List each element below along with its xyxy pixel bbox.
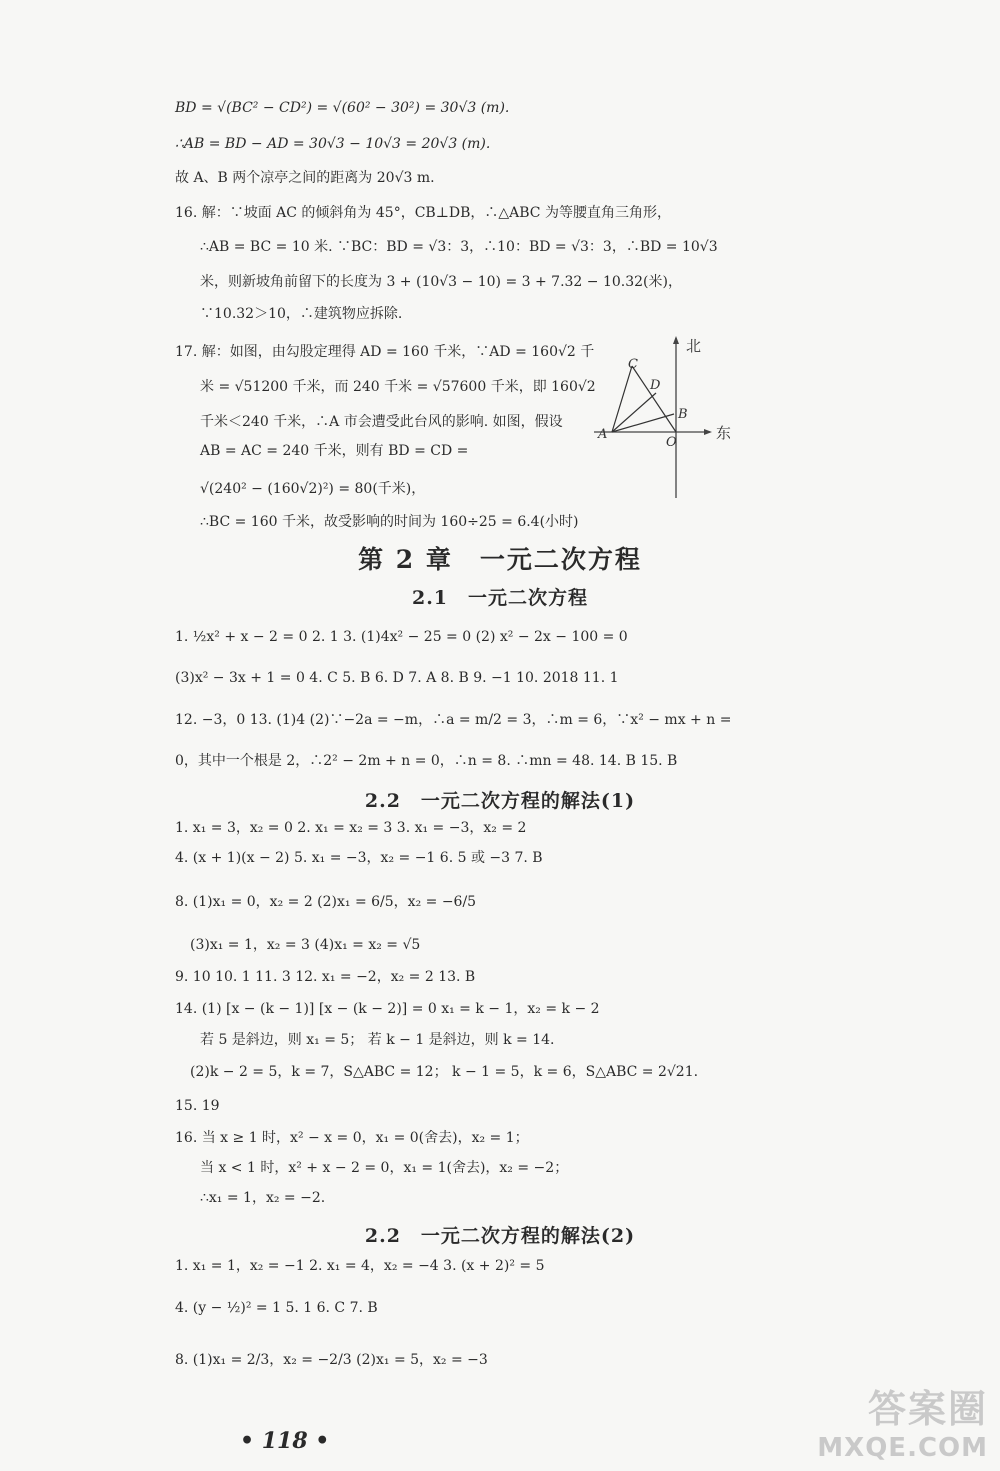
text-line: ∴BC = 160 千米，故受影响的时间为 160÷25 = 6.4(小时) (200, 514, 579, 530)
point-label-c: C (628, 357, 638, 372)
text-line: (3)x₁ = 1，x₂ = 3 (4)x₁ = x₂ = √5 (190, 937, 421, 953)
point-label-a: A (598, 427, 608, 442)
text-line: 米 = √51200 千米，而 240 千米 = √57600 千米，即 160√2 (200, 379, 596, 395)
text-line: 0，其中一个根是 2，∴2² − 2m + n = 0，∴n = 8. ∴mn = 48. 14. B 15. B (175, 753, 678, 769)
text-line: 16. 当 x ≥ 1 时，x² − x = 0，x₁ = 0(舍去)，x₂ = 1； (175, 1130, 529, 1146)
point-label-b: B (678, 407, 688, 422)
watermark-logo (817, 1378, 988, 1463)
text-line: 17. 解：如图，由勾股定理得 AD = 160 千米，∵AD = 160√2 千 (175, 344, 595, 360)
text-line: 15. 19 (175, 1098, 220, 1114)
typhoon-diagram (592, 334, 742, 500)
text-line: 4. (x + 1)(x − 2) 5. x₁ = −3，x₂ = −1 6. 5 或 −3 7. B (175, 850, 543, 866)
page-number: • 118 • (240, 1428, 330, 1454)
text-line: 9. 10 10. 1 11. 3 12. x₁ = −2，x₂ = 2 13. B (175, 969, 476, 985)
section-heading: 2.2 一元二次方程的解法(1) (364, 790, 636, 812)
east-label: 东 (716, 424, 732, 442)
text-line: 4. (y − ½)² = 1 5. 1 6. C 7. B (175, 1300, 378, 1316)
chapter-heading: 第 2 章 一元二次方程 (358, 545, 642, 574)
text-line: 千米＜240 千米，∴A 市会遭受此台风的影响. 如图，假设 (200, 414, 563, 430)
text-line: 1. x₁ = 3，x₂ = 0 2. x₁ = x₂ = 3 3. x₁ = −3，x₂ = 2 (175, 820, 527, 836)
point-label-d: D (650, 378, 661, 393)
text-line: BD = √(BC² − CD²) = √(60² − 30²) = 30√3 (m). (175, 100, 510, 116)
text-line: 故 A、B 两个凉亭之间的距离为 20√3 m. (175, 170, 435, 186)
text-line: 14. (1) [x − (k − 1)] [x − (k − 2)] = 0 x₁ = k − 1，x₂ = k − 2 (175, 1001, 600, 1017)
text-line: 米，则新坡角前留下的长度为 3 + (10√3 − 10) = 3 + 7.32 − 10.32(米)， (200, 274, 682, 290)
text-line: 若 5 是斜边，则 x₁ = 5； 若 k − 1 是斜边，则 k = 14. (200, 1032, 555, 1048)
text-line: ∴AB = BD − AD = 30√3 − 10√3 = 20√3 (m). (175, 136, 491, 152)
text-line: ∴x₁ = 1，x₂ = −2. (200, 1190, 326, 1206)
text-line: 8. (1)x₁ = 0，x₂ = 2 (2)x₁ = 6/5，x₂ = −6/5 (175, 894, 477, 910)
north-label: 北 (686, 337, 702, 355)
text-line: 8. (1)x₁ = 2/3，x₂ = −2/3 (2)x₁ = 5，x₂ = −3 (175, 1352, 488, 1368)
text-line: √(240² − (160√2)²) = 80(千米)， (200, 481, 426, 497)
text-line: (3)x² − 3x + 1 = 0 4. C 5. B 6. D 7. A 8. B 9. −1 10. 2018 11. 1 (175, 670, 619, 686)
text-line: AB = AC = 240 千米，则有 BD = CD = (200, 443, 469, 459)
text-line: (2)k − 2 = 5，k = 7，S△ABC = 12； k − 1 = 5，k = 6，S△ABC = 2√21. (190, 1064, 699, 1080)
section-heading: 2.1 一元二次方程 (411, 587, 589, 609)
text-line: 12. −3，0 13. (1)4 (2)∵−2a = −m，∴a = m/2 = 3，∴m = 6，∵x² − mx + n = (175, 712, 732, 728)
watermark-text: 答案圈 (867, 1387, 988, 1431)
text-line: 16. 解：∵坡面 AC 的倾斜角为 45°，CB⊥DB，∴△ABC 为等腰直角三角形， (175, 205, 671, 221)
text-line: 1. x₁ = 1，x₂ = −1 2. x₁ = 4，x₂ = −4 3. (x + 2)² = 5 (175, 1258, 545, 1274)
watermark-url: MXQE.COM (817, 1433, 988, 1463)
text-line: ∵10.32＞10，∴建筑物应拆除. (200, 306, 403, 322)
point-label-o: O (666, 435, 677, 450)
text-line: 当 x < 1 时，x² + x − 2 = 0，x₁ = 1(舍去)，x₂ = −2； (200, 1160, 569, 1176)
text-line: 1. ½x² + x − 2 = 0 2. 1 3. (1)4x² − 25 = 0 (2) x² − 2x − 100 = 0 (175, 629, 628, 645)
text-line: ∴AB = BC = 10 米. ∵BC：BD = √3：3，∴10：BD = √3：3，∴BD = 10√3 (200, 239, 718, 255)
section-heading: 2.2 一元二次方程的解法(2) (364, 1225, 636, 1247)
